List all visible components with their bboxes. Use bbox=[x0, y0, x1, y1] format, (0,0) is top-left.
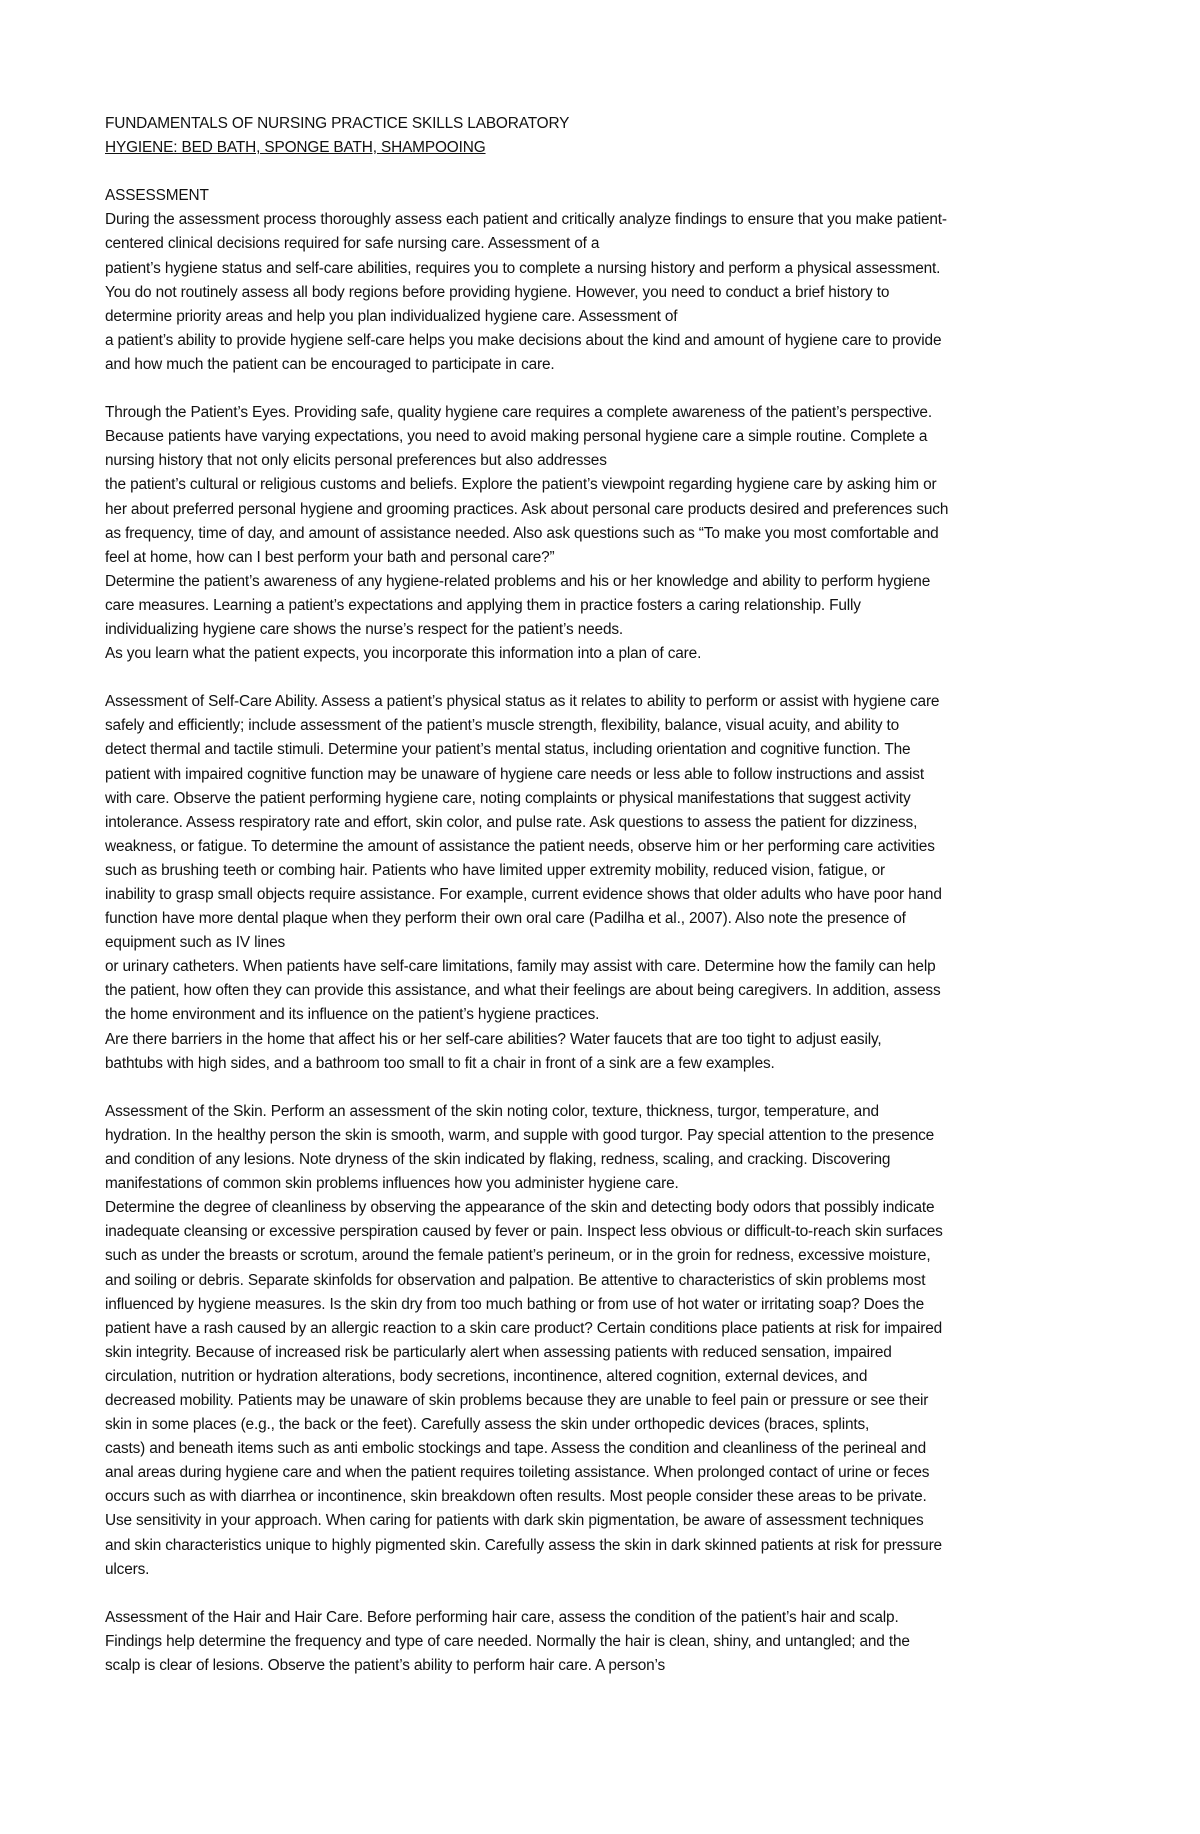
text-line: patient have a rash caused by an allergic reaction to a skin care product? Certain conditions place patients at risk for impaired bbox=[105, 1319, 943, 1337]
text-line: circulation, nutrition or hydration alterations, body secretions, incontinence, altered cognition, external devices, and bbox=[105, 1367, 868, 1385]
text-line: and skin characteristics unique to highly pigmented skin. Carefully assess the skin in dark skinned patients at risk for pressure bbox=[105, 1536, 942, 1554]
spacer bbox=[105, 160, 1117, 184]
text-line: the home environment and its influence on the patient’s hygiene practices. bbox=[105, 1006, 600, 1024]
text-line: Determine the patient’s awareness of any hygiene-related problems and his or her knowledge and ability to perform hygiene bbox=[105, 572, 931, 590]
text-line: and condition of any lesions. Note dryness of the skin indicated by flaking, redness, scaling, and cracking. Discovering bbox=[105, 1151, 891, 1169]
text-line: Because patients have varying expectations, you need to avoid making personal hygiene care a simple routine. Complete a bbox=[105, 428, 928, 446]
text-line: or urinary catheters. When patients have self-care limitations, family may assist with care. Determine how the family can help bbox=[105, 958, 936, 976]
text-line: skin integrity. Because of increased risk be particularly alert when assessing patients with reduced sensation, impaired bbox=[105, 1343, 892, 1361]
text-line: individualizing hygiene care shows the nurse’s respect for the patient’s needs. bbox=[105, 620, 624, 638]
text-line: Assessment of Self-Care Ability. Assess a patient’s physical status as it relates to ability to perform or assist with hygiene care bbox=[105, 693, 940, 711]
document-body bbox=[105, 184, 1117, 1678]
text-line: the patient, how often they can provide this assistance, and what their feelings are about being caregivers. In addition, assess bbox=[105, 982, 941, 1000]
document-subtitle: HYGIENE: BED BATH, SPONGE BATH, SHAMPOOING bbox=[105, 139, 486, 157]
text-line: Use sensitivity in your approach. When caring for patients with dark skin pigmentation, be aware of assessment techniques bbox=[105, 1512, 924, 1530]
paragraph bbox=[105, 1606, 1117, 1678]
text-line: Through the Patient’s Eyes. Providing safe, quality hygiene care requires a complete awareness of the patient’s perspective. bbox=[105, 404, 932, 422]
text-line: and how much the patient can be encouraged to participate in care. bbox=[105, 355, 555, 373]
text-line: Assessment of the Hair and Hair Care. Before performing hair care, assess the condition of the patient’s hair and scalp. bbox=[105, 1608, 899, 1626]
text-line: manifestations of common skin problems influences how you administer hygiene care. bbox=[105, 1175, 679, 1193]
text-line: centered clinical decisions required for safe nursing care. Assessment of a bbox=[105, 235, 600, 253]
text-line: patient’s hygiene status and self-care abilities, requires you to complete a nursing history and perform a physical assessment. bbox=[105, 259, 941, 277]
text-line: a patient’s ability to provide hygiene self-care helps you make decisions about the kind and amount of hygiene care to provide bbox=[105, 331, 942, 349]
text-line: As you learn what the patient expects, you incorporate this information into a plan of care. bbox=[105, 645, 702, 663]
text-line: such as under the breasts or scrotum, around the female patient’s perineum, or in the groin for redness, excessive moisture, bbox=[105, 1247, 931, 1265]
document-page bbox=[105, 112, 1117, 1678]
text-line: hydration. In the healthy person the skin is smooth, warm, and supple with good turgor. Pay special attention to the presence bbox=[105, 1126, 935, 1144]
text-line: ASSESSMENT bbox=[105, 187, 209, 205]
text-line: her about preferred personal hygiene and grooming practices. Ask about personal care products desired and preferences such bbox=[105, 500, 949, 518]
text-line: and soiling or debris. Separate skinfolds for observation and palpation. Be attentive to characteristics of skin problems most bbox=[105, 1271, 926, 1289]
text-line: anal areas during hygiene care and when the patient requires toileting assistance. When prolonged contact of urine or feces bbox=[105, 1464, 930, 1482]
text-line: with care. Observe the patient performing hygiene care, noting complaints or physical manifestations that suggest activity bbox=[105, 789, 911, 807]
paragraph bbox=[105, 401, 1117, 666]
text-line: bathtubs with high sides, and a bathroom too small to fit a chair in front of a sink are a few examples. bbox=[105, 1054, 775, 1072]
text-line: decreased mobility. Patients may be unaware of skin problems because they are unable to feel pain or pressure or see their bbox=[105, 1391, 929, 1409]
paragraph-gap bbox=[105, 1582, 1117, 1606]
text-line: Findings help determine the frequency and type of care needed. Normally the hair is clean, shiny, and untangled; and the bbox=[105, 1632, 910, 1650]
text-line: Are there barriers in the home that affect his or her self-care abilities? Water faucets that are too tight to adjust easily, bbox=[105, 1030, 882, 1048]
text-line: skin in some places (e.g., the back or the feet). Carefully assess the skin under orthopedic devices (braces, splints, bbox=[105, 1416, 870, 1434]
text-line: Assessment of the Skin. Perform an assessment of the skin noting color, texture, thickness, turgor, temperature, and bbox=[105, 1102, 879, 1120]
text-line: occurs such as with diarrhea or incontinence, skin breakdown often results. Most people consider these areas to be private. bbox=[105, 1488, 927, 1506]
text-line: patient with impaired cognitive function may be unaware of hygiene care needs or less able to follow instructions and assist bbox=[105, 765, 924, 783]
paragraph-gap bbox=[105, 1076, 1117, 1100]
text-line: detect thermal and tactile stimuli. Determine your patient’s mental status, including orientation and cognitive function. The bbox=[105, 741, 911, 759]
text-line: care measures. Learning a patient’s expectations and applying them in practice fosters a caring relationship. Fully bbox=[105, 596, 861, 614]
text-line: feel at home, how can I best perform your bath and personal care?” bbox=[105, 548, 555, 566]
paragraph bbox=[105, 184, 1117, 377]
text-line: nursing history that not only elicits personal preferences but also addresses bbox=[105, 452, 607, 470]
document-title: FUNDAMENTALS OF NURSING PRACTICE SKILLS LABORATORY bbox=[105, 115, 570, 132]
text-line: as frequency, time of day, and amount of assistance needed. Also ask questions such as “To make you most comfortable and bbox=[105, 524, 939, 542]
text-line: safely and efficiently; include assessment of the patient’s muscle strength, flexibility, balance, visual acuity, and ability to bbox=[105, 717, 900, 735]
paragraph bbox=[105, 690, 1117, 1076]
text-line: function have more dental plaque when they perform their own oral care (Padilha et al., 2007). Also note the presence of bbox=[105, 910, 906, 928]
text-line: the patient’s cultural or religious customs and beliefs. Explore the patient’s viewpoint regarding hygiene care by asking him or bbox=[105, 476, 937, 494]
paragraph-gap bbox=[105, 377, 1117, 401]
text-line: weakness, or fatigue. To determine the amount of assistance the patient needs, observe him or her performing care activities bbox=[105, 837, 935, 855]
text-line: You do not routinely assess all body regions before providing hygiene. However, you need to conduct a brief history to bbox=[105, 283, 890, 301]
text-line: such as brushing teeth or combing hair. Patients who have limited upper extremity mobility, reduced vision, fatigue, or bbox=[105, 861, 886, 879]
text-line: ulcers. bbox=[105, 1560, 150, 1578]
text-line: Determine the degree of cleanliness by observing the appearance of the skin and detecting body odors that possibly indicate bbox=[105, 1199, 935, 1217]
text-line: equipment such as IV lines bbox=[105, 934, 286, 952]
text-line: scalp is clear of lesions. Observe the patient’s ability to perform hair care. A person’s bbox=[105, 1657, 666, 1674]
paragraph-gap bbox=[105, 666, 1117, 690]
text-line: influenced by hygiene measures. Is the skin dry from too much bathing or from use of hot water or irritating soap? Does the bbox=[105, 1295, 925, 1313]
paragraph bbox=[105, 1100, 1117, 1582]
text-line: determine priority areas and help you plan individualized hygiene care. Assessment of bbox=[105, 307, 678, 325]
text-line: During the assessment process thoroughly assess each patient and critically analyze findings to ensure that you make patient- bbox=[105, 211, 947, 229]
text-line: intolerance. Assess respiratory rate and effort, skin color, and pulse rate. Ask questions to assess the patient for dizziness, bbox=[105, 813, 918, 831]
text-line: casts) and beneath items such as anti embolic stockings and tape. Assess the condition and cleanliness of the perineal and bbox=[105, 1440, 927, 1458]
text-line: inability to grasp small objects require assistance. For example, current evidence shows that older adults who have poor hand bbox=[105, 886, 942, 903]
text-line: inadequate cleansing or excessive perspiration caused by fever or pain. Inspect less obvious or difficult-to-reach skin surfaces bbox=[105, 1223, 943, 1241]
